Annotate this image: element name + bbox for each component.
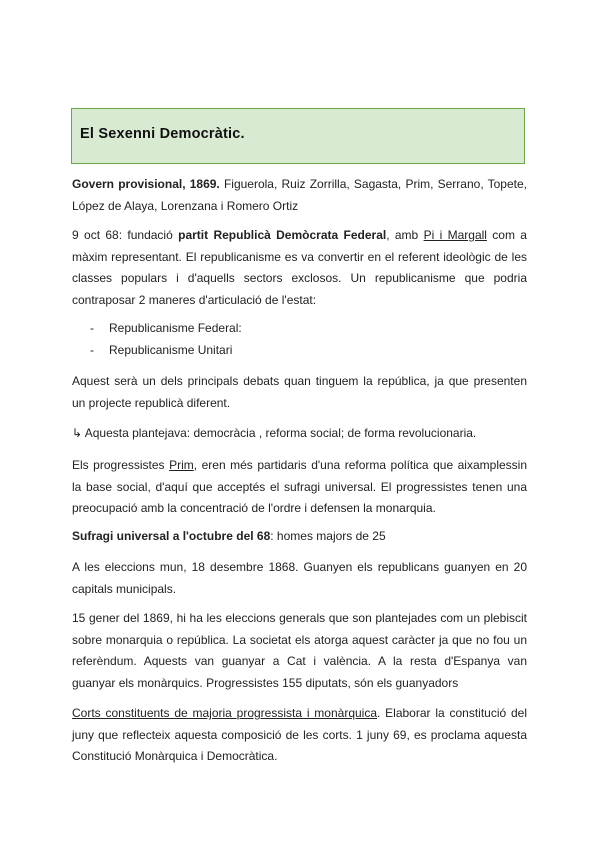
paragraph-sufragi — [72, 526, 527, 548]
text-segment: . Elaborar la constitució del — [377, 706, 528, 720]
sufragi-heading: Sufragi universal a l'octubre del 68 — [72, 529, 271, 543]
text-line: Aquest serà un dels principals debats quan tinguem la república, ja que presenten — [72, 374, 527, 388]
text-line: contraposar 2 maneres d'articulació de l'estat: — [72, 292, 317, 307]
text-segment: , amb — [386, 228, 424, 242]
paragraph-eleccions-generals — [72, 608, 527, 694]
paragraph-debat — [72, 371, 527, 414]
list-dash: - — [90, 342, 94, 357]
prim-link[interactable]: Prim — [169, 458, 194, 472]
text-segment: 9 oct 68: fundació — [72, 228, 179, 242]
list-item — [90, 318, 242, 340]
partit-name: partit Republicà Demòcrata Federal — [178, 228, 387, 242]
paragraph-progressistes — [72, 455, 527, 520]
text-line: juny que reflecteix aquesta composició de les corts. 1 juny 69, es proclama aquesta — [72, 727, 527, 742]
list-item-label: Republicanisme Unitari — [109, 342, 233, 357]
text-segment: : homes majors de 25 — [270, 529, 386, 543]
list-item-label: Republicanisme Federal: — [109, 321, 242, 335]
paragraph-plantejava — [72, 423, 527, 445]
text-line: sobre monarquia o república. La societat els atorga aquest caràcter ja que no fou un — [72, 632, 527, 647]
pi-i-margall-link[interactable]: Pi i Margall — [423, 228, 487, 242]
corts-constituents-link[interactable]: Corts constituents de majoria progressista i monàrquica — [72, 706, 378, 720]
paragraph-eleccions-municipals — [72, 557, 527, 600]
republicanisme-list — [90, 318, 242, 361]
text-segment: , eren més partidaris d'una reforma política que aixamplessin — [193, 458, 527, 472]
page-title: El Sexenni Democràtic. — [80, 126, 245, 142]
list-item — [90, 340, 242, 362]
text-line: ↳ Aquesta plantejava: democràcia , reforma social; de forma revolucionaria. — [72, 426, 477, 440]
text-line: màxim representant. El republicanisme es va convertir en el referent ideològic de les — [72, 249, 527, 264]
title-box — [71, 108, 525, 164]
text-line: A les eleccions mun, 18 desembre 1868. Guanyen els republicans guanyen en 20 — [72, 560, 527, 574]
govern-members-line1: Figuerola, Ruiz Zorrilla, Sagasta, Prim, Serrano, Topete, — [219, 177, 527, 191]
text-line: capitals municipals. — [72, 581, 177, 596]
text-segment: Els progressistes — [72, 458, 170, 472]
text-line: referèndum. Aquests van guanyar a Cat i valència. A la resta d'Espanya van — [72, 654, 527, 668]
govern-members-line2: López de Alaya, Lorenzana i Romero Ortiz — [72, 198, 299, 213]
text-line: preocupació amb la concentració de l'ordre i defensen la monarquia. — [72, 501, 436, 515]
text-line: classes populars i d'aquells sectors exclosos. Un republicanisme que podria — [72, 271, 527, 285]
text-segment: com a — [486, 228, 527, 242]
text-line: 15 gener del 1869, hi ha les eleccions generals que son plantejades com un plebiscit — [72, 611, 527, 625]
paragraph-partit-republica — [72, 225, 527, 311]
paragraph-govern-provisional — [72, 174, 527, 217]
text-line: la base social, d'aquí que acceptés el sufragi universal. El progressistes tenen una — [72, 479, 527, 494]
text-line: Constitució Monàrquica i Democràtica. — [72, 749, 278, 763]
list-dash: - — [90, 321, 94, 335]
text-line: guanyar els monàrquics. Progressistes 155 diputats, són els guanyadors — [72, 675, 459, 690]
text-line: un projecte republicà diferent. — [72, 395, 231, 410]
paragraph-corts-constituents — [72, 703, 527, 768]
govern-provisional-heading: Govern provisional, 1869. — [72, 177, 220, 191]
